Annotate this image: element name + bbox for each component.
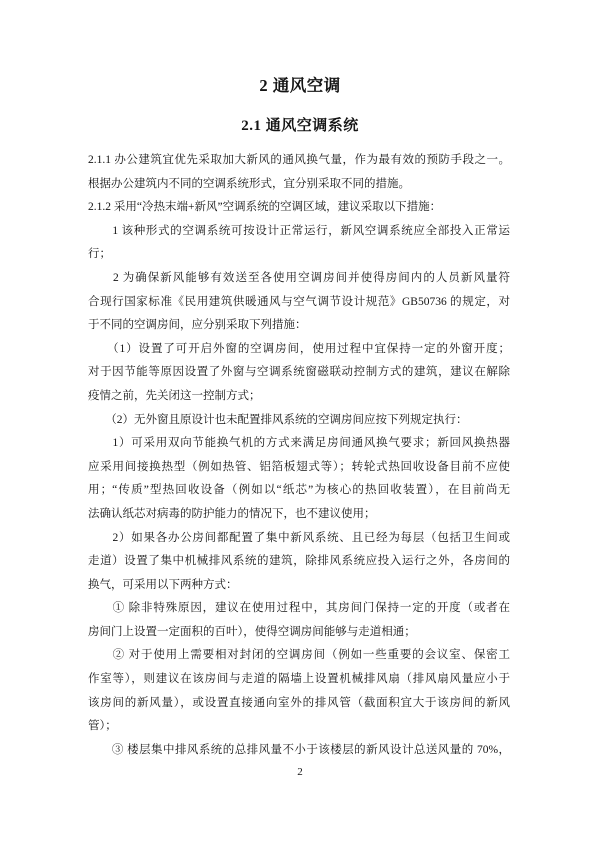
body-line: 应采用间接换热型（例如热管、铝箔板翅式等）；转轮式热回收设备目前不应使 xyxy=(88,460,510,473)
body-line: 房间门上设置一定面积的百叶），使得空调房间能够与走道相通； xyxy=(88,625,416,638)
body-line: 根据办公建筑内不同的空调系统形式，宜分别采取不同的措施。 xyxy=(88,177,410,190)
document-body xyxy=(88,149,510,762)
body-line: 2）如果各办公房间都配置了集中新风系统、且已经为每层（包括卫生间或 xyxy=(88,531,510,544)
chapter-title: 2 通风空调 xyxy=(259,76,341,95)
body-line: 1）可采用双向节能换气机的方式来满足房间通风换气要求；新回风换热器 xyxy=(88,437,510,450)
body-line: 2.1.1 办公建筑宜优先采取加大新风的通风换气量，作为最有效的预防手段之一。 xyxy=(88,154,510,166)
body-line: 疫情之前，先关闭这一控制方式； xyxy=(88,389,261,402)
body-line: 对于因节能等原因设置了外窗与空调系统窗磁联动控制方式的建筑，建议在解除 xyxy=(88,366,510,379)
body-line: 合现行国家标准《民用建筑供暖通风与空气调节设计规范》GB50736 的规定，对 xyxy=(88,295,510,308)
body-line: 行； xyxy=(88,248,111,261)
body-line: （2）无外窗且原设计也未配置排风系统的空调房间应按下列规定执行： xyxy=(88,413,468,426)
body-line: ① 除非特殊原因，建议在使用过程中，其房间门保持一定的开度（或者在 xyxy=(88,602,510,615)
section-title: 2.1 通风空调系统 xyxy=(241,118,359,134)
body-line: 于不同的空调房间，应分别采取下列措施： xyxy=(88,319,307,332)
body-line: 2.1.2 采用“冷热末端+新风”空调系统的空调区域，建议采取以下措施： xyxy=(88,201,442,214)
body-line: 走道）设置了集中机械排风系统的建筑，除排风系统应投入运行之外，各房间的 xyxy=(88,555,510,568)
body-line: 1 该种形式的空调系统可按设计正常运行，新风空调系统应全部投入正常运 xyxy=(88,224,510,237)
body-line: 用；“传质”型热回收设备（例如以“纸芯”为核心的热回收装置），在目前尚无 xyxy=(88,484,510,497)
page-number: 2 xyxy=(297,766,303,778)
body-line: 作室等），则建议在该房间与走道的隔墙上设置机械排风扇（排风扇风量应小于 xyxy=(88,673,510,686)
body-line: ② 对于使用上需要相对封闭的空调房间（例如一些重要的会议室、保密工 xyxy=(88,649,510,662)
body-line: （1）设置了可开启外窗的空调房间，使用过程中宜保持一定的外窗开度； xyxy=(88,342,510,355)
body-line: 该房间的新风量），或设置直接通向室外的排风管（截面积宜大于该房间的新风 xyxy=(88,696,510,709)
body-line: 换气，可采用以下两种方式： xyxy=(88,578,238,591)
body-line: ③ 楼层集中排风系统的总排风量不小于该楼层的新风设计总送风量的 70%， xyxy=(88,743,510,756)
body-line: 管）； xyxy=(88,720,117,733)
body-line: 法确认纸芯对病毒的防护能力的情况下，也不建议使用； xyxy=(88,507,376,520)
body-line: 2 为确保新风能够有效送至各使用空调房间并使得房间内的人员新风量符 xyxy=(88,271,510,284)
